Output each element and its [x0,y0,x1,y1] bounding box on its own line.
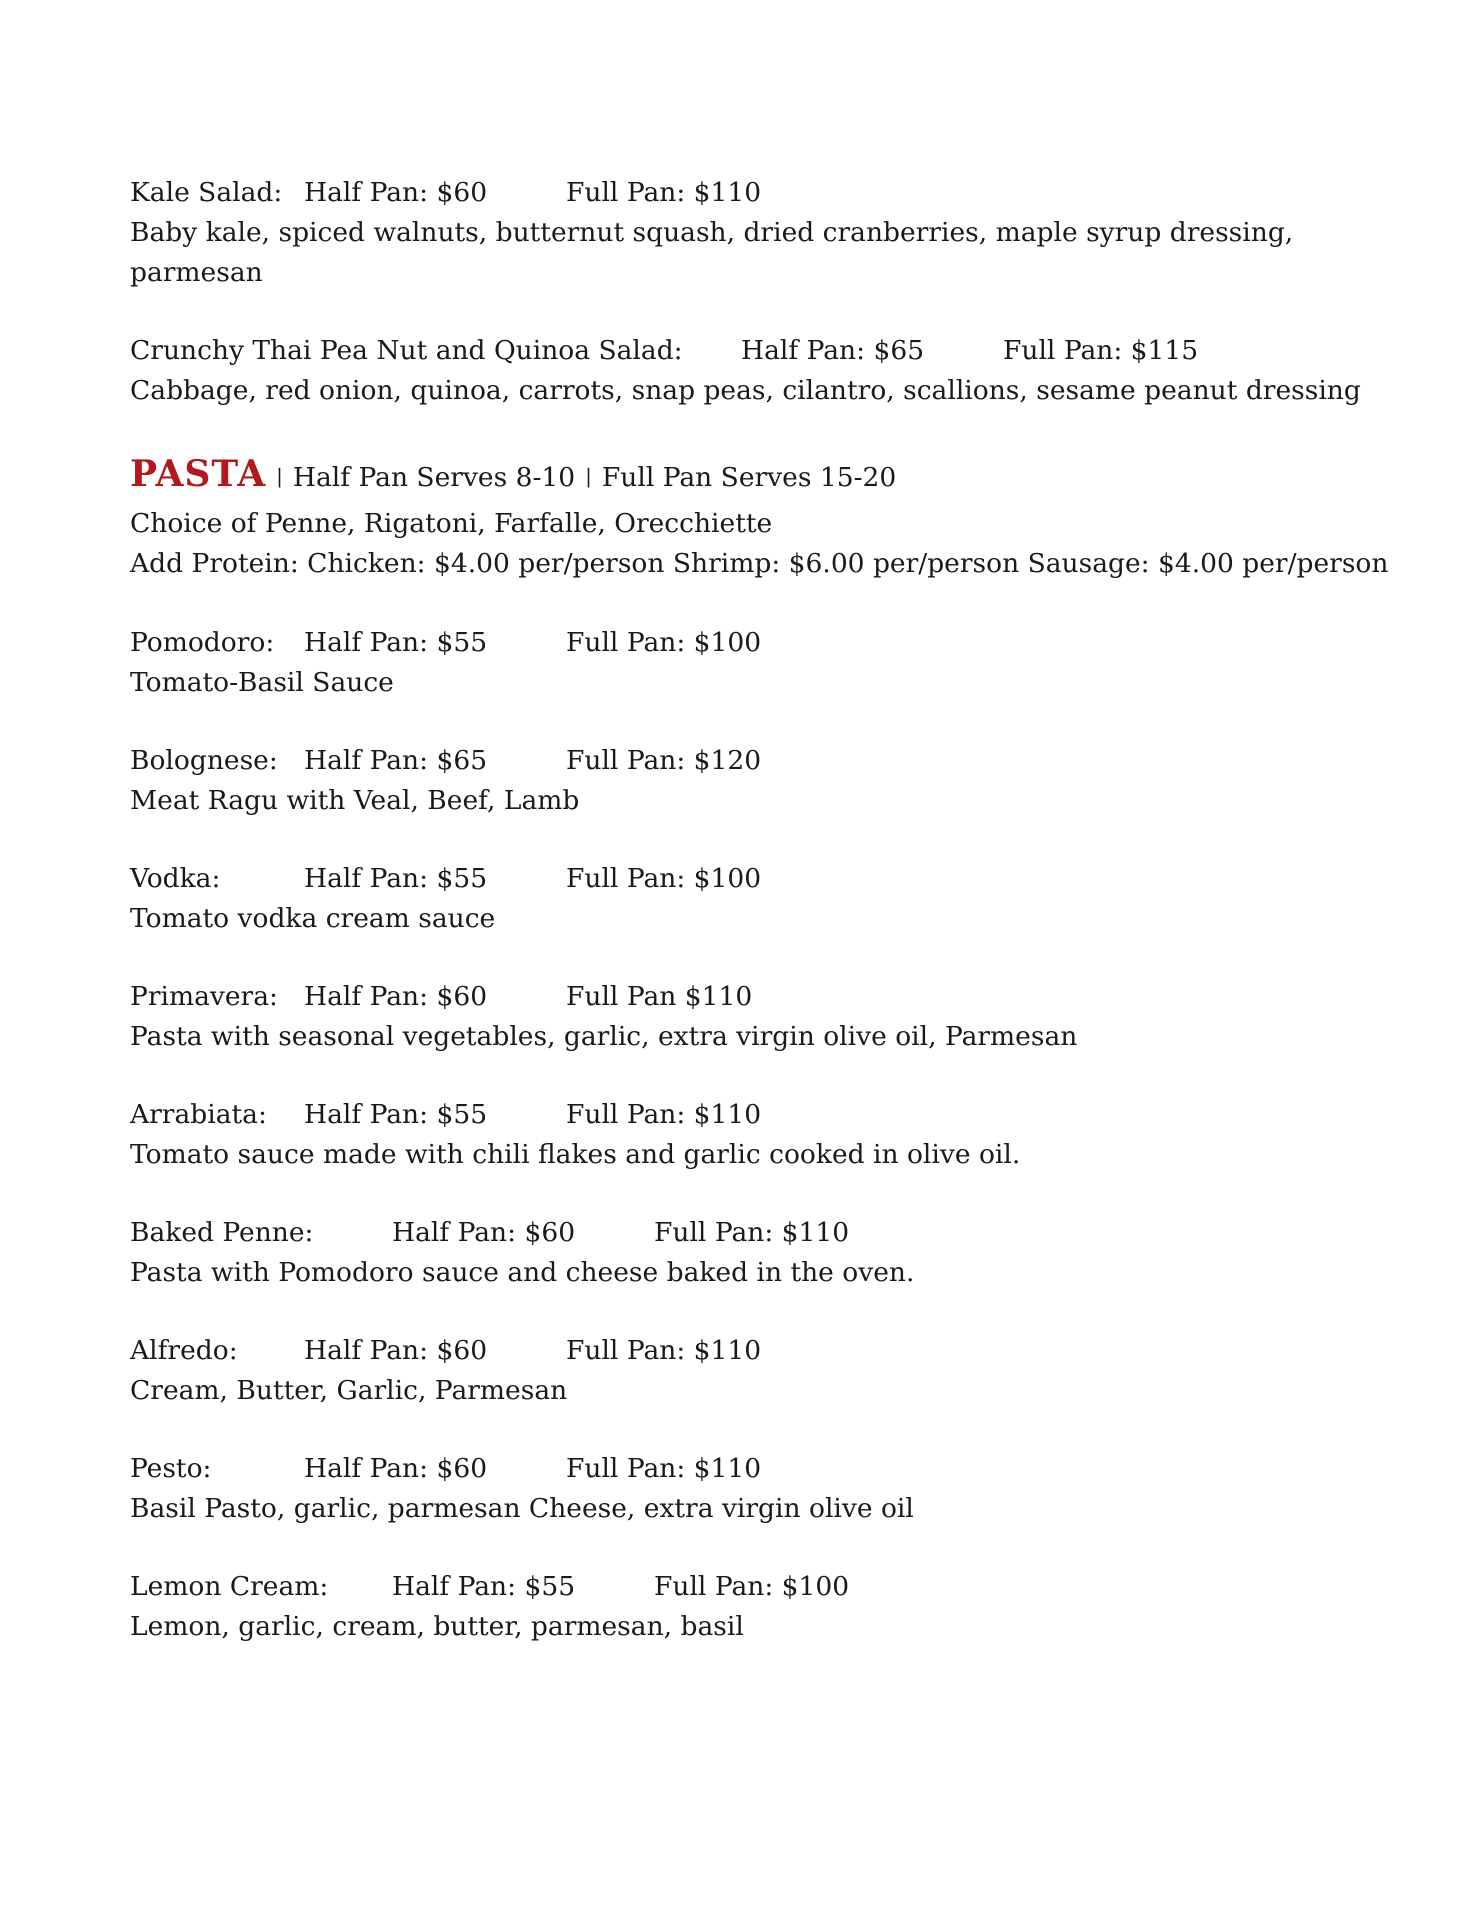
item-description: parmesan [130,257,263,288]
item-name: Pesto: [130,1453,212,1484]
half-pan-price: Half Pan: $65 [304,745,488,776]
item-name: Arrabiata: [130,1099,267,1130]
item-description: Basil Pasto, garlic, parmesan Cheese, extra virgin olive oil [130,1493,914,1524]
item-name: Baked Penne: [130,1217,314,1248]
full-pan-price: Full Pan: $115 [1003,335,1199,366]
item-name: Primavera: [130,981,278,1012]
item-name: Crunchy Thai Pea Nut and Quinoa Salad: [130,335,683,366]
add-protein: Add Protein: Chicken: $4.00 per/person Shrimp: $6.00 per/person Sausage: $4.00 per/person [130,548,1389,579]
half-pan-price: Half Pan: $55 [304,1099,488,1130]
item-name: Kale Salad: [130,177,283,208]
item-description: Cabbage, red onion, quinoa, carrots, snap peas, cilantro, scallions, sesame peanut dressing [130,375,1361,406]
half-pan-price: Half Pan: $60 [304,177,488,208]
item-name: Alfredo: [130,1335,238,1366]
full-pan-price: Full Pan: $100 [654,1571,850,1602]
half-pan-price: Half Pan: $60 [304,981,488,1012]
half-pan-price: Half Pan: $60 [304,1453,488,1484]
section-title: PASTA [130,453,267,495]
item-name: Pomodoro: [130,627,275,658]
full-pan-price: Full Pan: $110 [566,177,762,208]
item-description: Tomato sauce made with chili flakes and garlic cooked in olive oil. [130,1139,1021,1170]
pasta-choice: Choice of Penne, Rigatoni, Farfalle, Orecchiette [130,508,773,539]
half-pan-serves: Half Pan Serves 8-10 [292,462,576,493]
full-pan-serves: Full Pan Serves 15-20 [601,462,897,493]
pasta-section-header [130,454,896,498]
full-pan-price: Full Pan: $110 [566,1335,762,1366]
full-pan-price: Full Pan: $100 [566,627,762,658]
item-description: Cream, Butter, Garlic, Parmesan [130,1375,568,1406]
full-pan-price: Full Pan: $100 [566,863,762,894]
half-pan-price: Half Pan: $60 [392,1217,576,1248]
item-description: Pasta with seasonal vegetables, garlic, extra virgin olive oil, Parmesan [130,1021,1078,1052]
item-name: Lemon Cream: [130,1571,329,1602]
half-pan-price: Half Pan: $55 [392,1571,576,1602]
item-description: Tomato-Basil Sauce [130,667,394,698]
item-description: Tomato vodka cream sauce [130,903,496,934]
item-name: Vodka: [130,863,221,894]
full-pan-price: Full Pan: $120 [566,745,762,776]
half-pan-price: Half Pan: $60 [304,1335,488,1366]
full-pan-price: Full Pan: $110 [654,1217,850,1248]
item-description: Pasta with Pomodoro sauce and cheese baked in the oven. [130,1257,915,1288]
separator: | [276,464,283,488]
full-pan-price: Full Pan: $110 [566,1453,762,1484]
full-pan-price: Full Pan: $110 [566,1099,762,1130]
item-name: Bolognese: [130,745,278,776]
half-pan-price: Half Pan: $55 [304,627,488,658]
item-description: Lemon, garlic, cream, butter, parmesan, basil [130,1611,744,1642]
item-description: Meat Ragu with Veal, Beef, Lamb [130,785,580,816]
item-description: Baby kale, spiced walnuts, butternut squash, dried cranberries, maple syrup dressing, [130,217,1294,248]
half-pan-price: Half Pan: $55 [304,863,488,894]
full-pan-price: Full Pan $110 [566,981,753,1012]
half-pan-price: Half Pan: $65 [741,335,925,366]
separator: | [585,464,592,488]
